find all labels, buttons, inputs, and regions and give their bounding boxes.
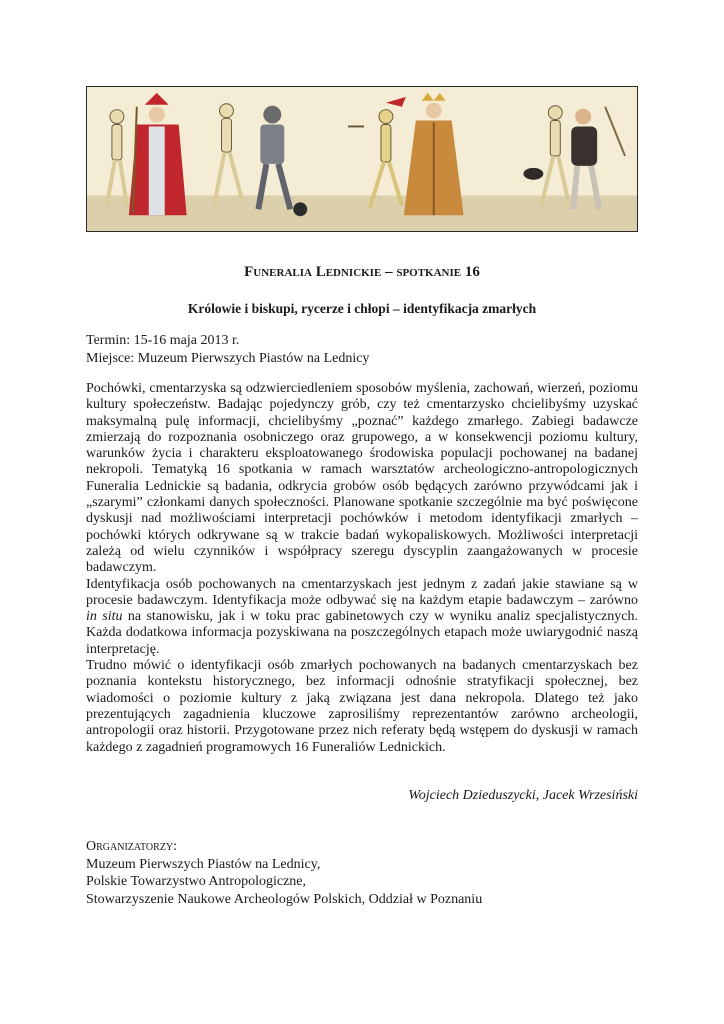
title-series: Funeralia Lednickie — [244, 264, 382, 280]
paragraph-2-end: na stanowisku, jak i w toku prac gabinetowych czy w wyniku analiz specjalistycznych. Każda dodatkowa informacja pozyskiwana na poszczególnych etapach może uwiarygodnić naszą interpretację. — [86, 609, 638, 657]
event-date: Termin: 15-16 maja 2013 r. — [86, 333, 240, 348]
event-meta — [86, 332, 369, 368]
organizer-item: Stowarzyszenie Naukowe Archeologów Polskich, Oddział w Poznaniu — [86, 891, 483, 907]
title-dash: – — [385, 264, 393, 280]
paragraph-2 — [86, 577, 638, 658]
subtitle: Królowie i biskupi, rycerze i chłopi – identyfikacja zmarłych — [187, 301, 537, 316]
signature: Wojciech Dzieduszycki, Jacek Wrzesiński — [408, 788, 638, 803]
dance-of-death-illustration — [87, 87, 637, 231]
body-text — [86, 381, 638, 756]
banner-image — [86, 86, 638, 232]
organizers-heading: Organizatorzy: — [86, 839, 178, 854]
organizer-item: Polskie Towarzystwo Antropologiczne, — [86, 874, 307, 889]
title-meeting: spotkanie — [396, 264, 462, 280]
organizers — [86, 838, 482, 908]
paragraph-1: Pochówki, cmentarzyska są odzwierciedleniem sposobów myślenia, zachowań, wierzeń, poziomu kultury społeczeństw. Badając pojedynczy grób, czy też cmentarzysko chcielibyśmy uzyskać maksymalną pulę informacji, chcielibyśmy „poznać” każdego zmarłego. Zabiegi badawcze zmierzają do rozpoznania osobniczego oraz grupowego, a w konsekwencji poziomu kultury, warunków życia i charakteru eksploatowanego środowiska populacji pochowanej na badanej nekropoli. Tematyką 16 spotkania w ramach warsztatów archeologiczno-antropologicznych Funeralia Lednickie są badania, odkrycia grobów osób będących zarówno przywódcami jak i „szarymi” członkami danych społeczności. Planowane spotkanie szczególnie ma być poświęcone dyskusji nad możliwościami interpretacji pochówków i metodom identyfikacji zmarłych – pochówki których odkrywane są w trakcie badań wykopaliskowych. Możliwości interpretacji zależą od wielu czynników i współpracy szeregu dyscyplin zaangażowanych w procesie badawczym. — [86, 381, 638, 576]
title-number: 16 — [464, 264, 480, 280]
page-title — [0, 264, 724, 281]
event-place: Miejsce: Muzeum Pierwszych Piastów na Lednicy — [86, 351, 370, 366]
paragraph-2-start: Identyfikacja osób pochowanych na cmentarzyskach jest jednym z zadań jakie stawiane są w procesie badawczym. Identyfikacja może odbywać się na każdym etapie badawczym – zarówno — [86, 576, 638, 608]
organizer-item: Muzeum Pierwszych Piastów na Lednicy, — [86, 856, 321, 872]
paragraph-3: Trudno mówić o identyfikacji osób zmarłych pochowanych na badanych cmentarzyskach bez poznania kontekstu historycznego, bez informacji odnośnie stratyfikacji społecznej, bez wiadomości o poziomie kultury z jaką związana jest dana nekropola. Dlatego też jako prezentujących zagadnienia kluczowe zaprosiliśmy reprezentantów zarówno archeologii, antropologii oraz historii. Przygotowane przez nich referaty będą wstępem do dyskusji w ramach każdego z zagadnień programowych 16 Funeraliów Lednickich. — [86, 658, 638, 755]
paragraph-2-italic: in situ — [86, 609, 123, 625]
